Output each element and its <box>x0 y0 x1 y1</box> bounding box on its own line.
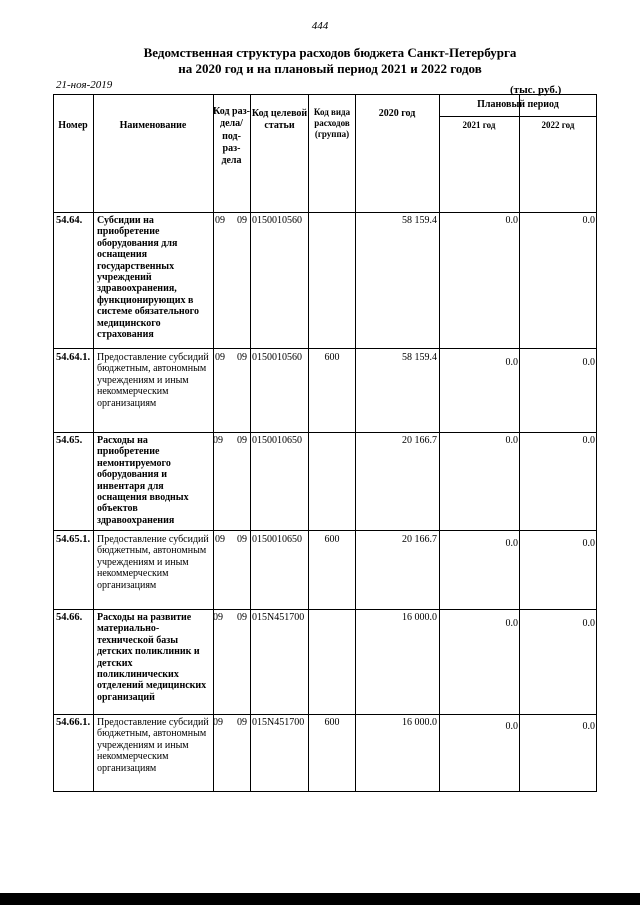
row-subsection: 09 <box>237 215 247 226</box>
row-subsection: 09 <box>237 352 247 363</box>
row-2021: 0.0 <box>505 215 518 226</box>
header-section: Код раз- дела/ под- раз- дела <box>213 106 250 167</box>
row-name: Предоставление субсидий бюджетным, автономным учреждениям и иным некоммерческим организациям <box>97 534 209 591</box>
row-section: 09 <box>213 612 223 623</box>
row-number: 54.65.1. <box>56 534 91 545</box>
header-2022: 2022 год <box>541 120 575 130</box>
row-article: 015N451700 <box>252 717 305 728</box>
row-subsection: 09 <box>237 717 247 728</box>
row-number: 54.66.1. <box>56 717 91 728</box>
header-article: Код целевой статьи <box>251 108 308 131</box>
row-section: 09 <box>215 534 225 545</box>
unit-label: (тыс. руб.) <box>510 84 562 96</box>
row-subsection: 09 <box>237 612 247 623</box>
row-section: 09 <box>215 215 225 226</box>
row-expense-type: 600 <box>324 717 340 728</box>
scan-edge <box>0 893 640 905</box>
row-name: Предоставление субсидий бюджетным, автономным учреждениям и иным некоммерческим организациям <box>97 352 209 409</box>
row-article: 0150010560 <box>252 215 302 226</box>
row-2020: 20 166.7 <box>402 435 437 446</box>
header-number: Номер <box>58 120 88 131</box>
row-2022: 0.0 <box>582 538 595 549</box>
row-number: 54.65. <box>56 435 83 446</box>
row-article: 0150010560 <box>252 352 302 363</box>
row-section: 09 <box>215 352 225 363</box>
row-2021: 0.0 <box>505 538 518 549</box>
row-2022: 0.0 <box>582 215 595 226</box>
row-2022: 0.0 <box>582 435 595 446</box>
title-line-1: Ведомственная структура расходов бюджета Санкт-Петербурга <box>143 45 517 60</box>
row-number: 54.64. <box>56 215 83 226</box>
row-2021: 0.0 <box>505 721 518 732</box>
header-name: Наименование <box>119 120 187 131</box>
row-section: 09 <box>213 717 223 728</box>
budget-table <box>53 94 597 792</box>
row-name: Предоставление субсидий бюджетным, автономным учреждениям и иным некоммерческим организациям <box>97 717 209 774</box>
row-subsection: 09 <box>237 435 247 446</box>
row-2020: 16 000.0 <box>402 612 437 623</box>
row-expense-type: 600 <box>324 352 340 363</box>
row-2020: 58 159.4 <box>402 352 437 363</box>
title-line-2: на 2020 год и на плановый период 2021 и 2022 годов <box>178 61 482 76</box>
row-2021: 0.0 <box>505 357 518 368</box>
row-name: Расходы на развитие материально-технической базы детских поликлиник и детских поликлинических отделений медицинских организаций <box>97 612 207 703</box>
header-2021: 2021 год <box>462 120 496 130</box>
row-article: 0150010650 <box>252 534 302 545</box>
row-name: Субсидии на приобретение оборудования для оснащения государственных учреждений здравоохранения, функционирующих в системе обязательного медицинского страхования <box>97 215 199 341</box>
row-2021: 0.0 <box>505 435 518 446</box>
row-number: 54.64.1. <box>56 352 91 363</box>
document-date: 21-ноя-2019 <box>56 79 113 91</box>
header-planned-period: Плановый период <box>477 99 559 110</box>
row-2022: 0.0 <box>582 721 595 732</box>
document-title <box>60 45 600 77</box>
row-article: 015N451700 <box>252 612 305 623</box>
row-2022: 0.0 <box>582 357 595 368</box>
row-section: 09 <box>213 435 223 446</box>
row-2021: 0.0 <box>505 618 518 629</box>
header-expense-type: Код вида расходов (группа) <box>313 107 351 139</box>
header-2020: 2020 год <box>378 108 416 119</box>
page-number: 444 <box>311 20 329 32</box>
row-expense-type: 600 <box>324 534 340 545</box>
row-number: 54.66. <box>56 612 83 623</box>
row-subsection: 09 <box>237 534 247 545</box>
row-2020: 20 166.7 <box>402 534 437 545</box>
row-2020: 16 000.0 <box>402 717 437 728</box>
row-name: Расходы на приобретение немонтируемого оборудования и инвентаря для оснащения вводных объектов здравоохранения <box>97 435 189 526</box>
row-article: 0150010650 <box>252 435 302 446</box>
row-2020: 58 159.4 <box>402 215 437 226</box>
row-2022: 0.0 <box>582 618 595 629</box>
